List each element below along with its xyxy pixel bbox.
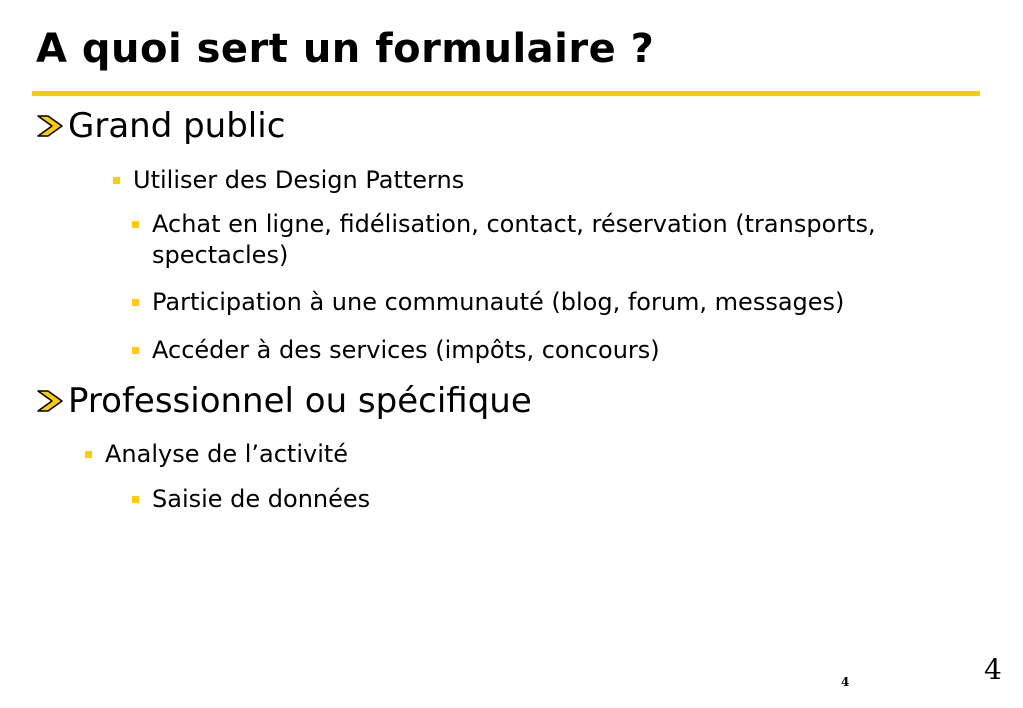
- section-heading-label: Grand public: [68, 106, 286, 146]
- list-item-text: Accéder à des services (impôts, concours): [152, 336, 660, 364]
- subitem-design-patterns: [113, 165, 464, 196]
- list-item-services: [132, 335, 1002, 366]
- slide-title: A quoi sert un formulaire ?: [36, 26, 655, 72]
- subitem-label: Utiliser des Design Patterns: [133, 166, 465, 194]
- list-item-text: Achat en ligne, fidélisation, contact, réservation (transports, spectacles): [152, 210, 876, 269]
- square-bullet-icon: [132, 496, 139, 503]
- page-number-large: 4: [984, 653, 1002, 686]
- list-item-text: Participation à une communauté (blog, forum, messages): [152, 288, 845, 316]
- square-bullet-icon: [85, 451, 92, 458]
- arrow-right-bullet-icon: [36, 113, 66, 139]
- subitem-analyse: [85, 439, 348, 470]
- page-number-small: 4: [841, 675, 850, 689]
- section-heading-professionnel: [36, 381, 532, 421]
- list-item-text: Saisie de données: [152, 485, 371, 513]
- section-heading-label: Professionnel ou spécifique: [68, 381, 532, 421]
- title-underline: [32, 91, 980, 96]
- arrow-right-bullet-icon: [36, 388, 66, 414]
- square-bullet-icon: [113, 177, 120, 184]
- list-item-saisie: [132, 484, 892, 515]
- subitem-label: Analyse de l’activité: [105, 440, 349, 468]
- list-item-participation: [132, 287, 1002, 318]
- section-heading-grand-public: [36, 106, 285, 146]
- square-bullet-icon: [132, 221, 139, 228]
- list-item-achat: [132, 209, 892, 271]
- square-bullet-icon: [132, 347, 139, 354]
- square-bullet-icon: [132, 299, 139, 306]
